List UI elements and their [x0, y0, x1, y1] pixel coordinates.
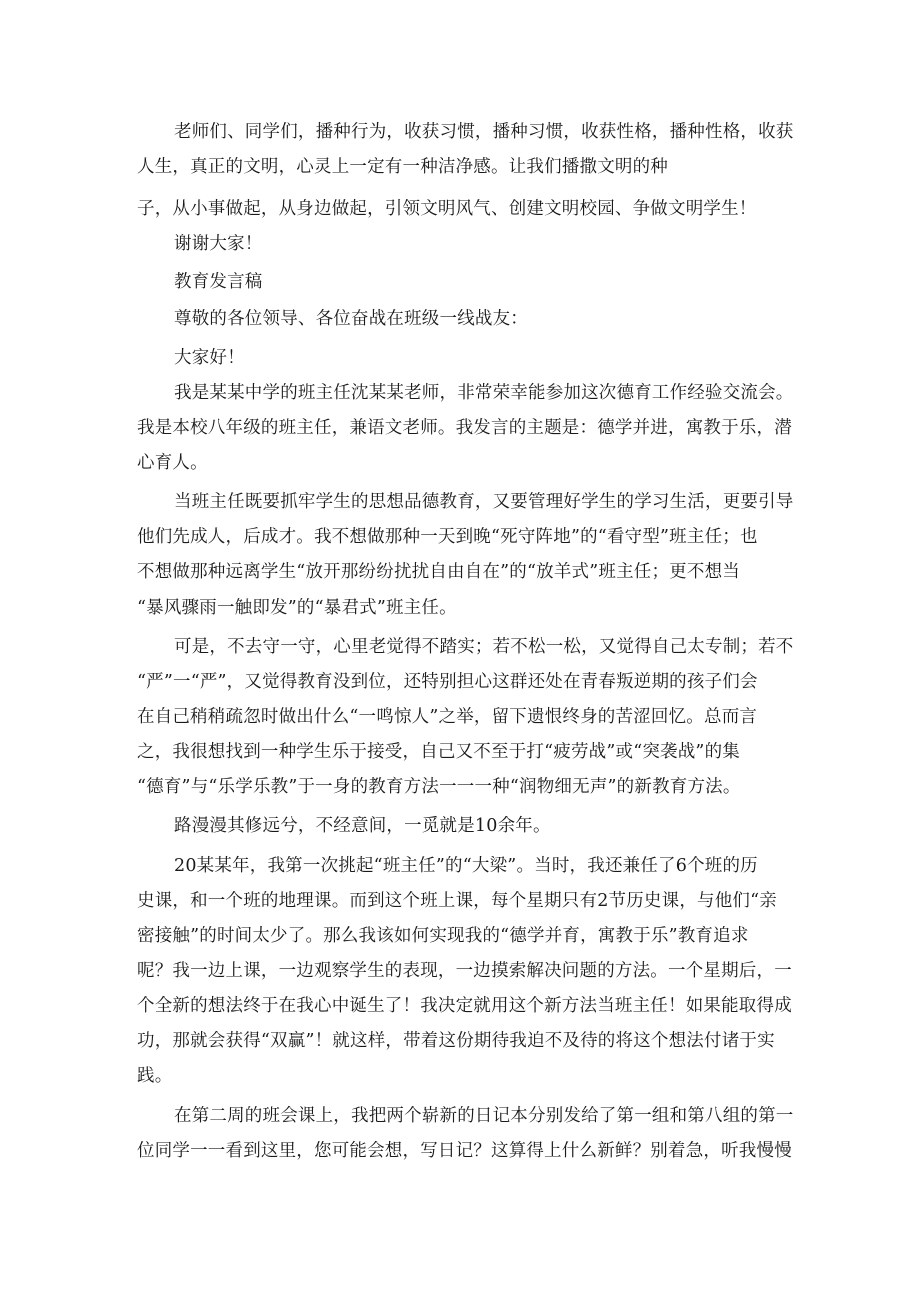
text-line: 路漫漫其修远兮，不经意间，一觅就是10余年。	[174, 816, 551, 836]
text-line: 个全新的想法终于在我心中诞生了！我决定就用这个新方法当班主任！如果能取得成	[137, 996, 792, 1016]
text-line: 他们先成人，后成才。我不想做那种一天到晚“死守阵地”的“看守型”班主任；也	[137, 527, 758, 547]
text-line: 践。	[137, 1066, 173, 1086]
text-line: 密接触”的时间太少了。那么我该如何实现我的“德学并育，寓教于乐”教育追求	[137, 926, 749, 946]
text-line: 在自己稍稍疏忽时做出什么“一鸣惊人”之举，留下遗恨终身的苦涩回忆。总而言	[137, 707, 758, 727]
text-line: 史课，和一个班的地理课。而到这个班上课，每个星期只有2节历史课，与他们“亲	[137, 891, 777, 911]
text-line: 心育人。	[137, 453, 208, 473]
text-line: 谢谢大家！	[174, 234, 263, 254]
text-line: 不想做那种远离学生“放开那纷纷扰扰自由自在”的“放羊式”班主任；更不想当	[137, 562, 740, 582]
text-line: 老师们、同学们，播种行为，收获习惯，播种习惯，收获性格，播种性格，收获	[174, 122, 794, 142]
text-line: “德育”与“乐学乐教”于一身的教育方法一一一种“润物细无声”的新教育方法。	[137, 777, 741, 797]
salutation: 尊敬的各位领导、各位奋战在班级一线战友：	[174, 309, 528, 329]
text-line: 当班主任既要抓牢学生的思想品德教育，又要管理好学生的学习生活，更要引导	[174, 492, 794, 512]
text-line: 人生，真正的文明，心灵上一定有一种洁净感。让我们播撒文明的种	[137, 157, 668, 177]
text-line: 在第二周的班会课上，我把两个崭新的日记本分别发给了第一组和第八组的第一	[174, 1106, 794, 1126]
text-line: 之，我很想找到一种学生乐于接受，自己又不至于打“疲劳战”或“突袭战”的集	[137, 742, 740, 762]
greeting: 大家好！	[174, 348, 245, 368]
text-line: 功，那就会获得“双赢”！就这样，带着这份期待我迫不及待的将这个想法付诸于实	[137, 1031, 775, 1051]
text-line: “严”一“严”，又觉得教育没到位，还特别担心这群还处在青春叛逆期的孩子们会	[137, 672, 758, 692]
text-line: 可是，不去守一守，心里老觉得不踏实；若不松一松，又觉得自己太专制；若不	[174, 637, 794, 657]
text-line: 呢？我一边上课，一边观察学生的表现，一边摸索解决问题的方法。一个星期后，一	[137, 961, 792, 981]
text-line: 我是某某中学的班主任沈某某老师，非常荣幸能参加这次德育工作经验交流会。	[174, 383, 794, 403]
text-line: 子，从小事做起，从身边做起，引领文明风气、创建文明校园、争做文明学生！	[137, 199, 757, 219]
text-line: 20某某年，我第一次挑起“班主任”的“大梁”。当时，我还兼任了6个班的历	[174, 856, 758, 876]
text-line: 位同学一一看到这里，您可能会想，写日记？这算得上什么新鲜？别着急，听我慢慢	[137, 1141, 792, 1161]
section-title: 教育发言稿	[174, 272, 263, 292]
text-line: 我是本校八年级的班主任，兼语文老师。我发言的主题是：德学并进，寓教于乐，潜	[137, 418, 792, 438]
text-line: “暴风骤雨一触即发”的“暴君式”班主任。	[137, 598, 457, 618]
